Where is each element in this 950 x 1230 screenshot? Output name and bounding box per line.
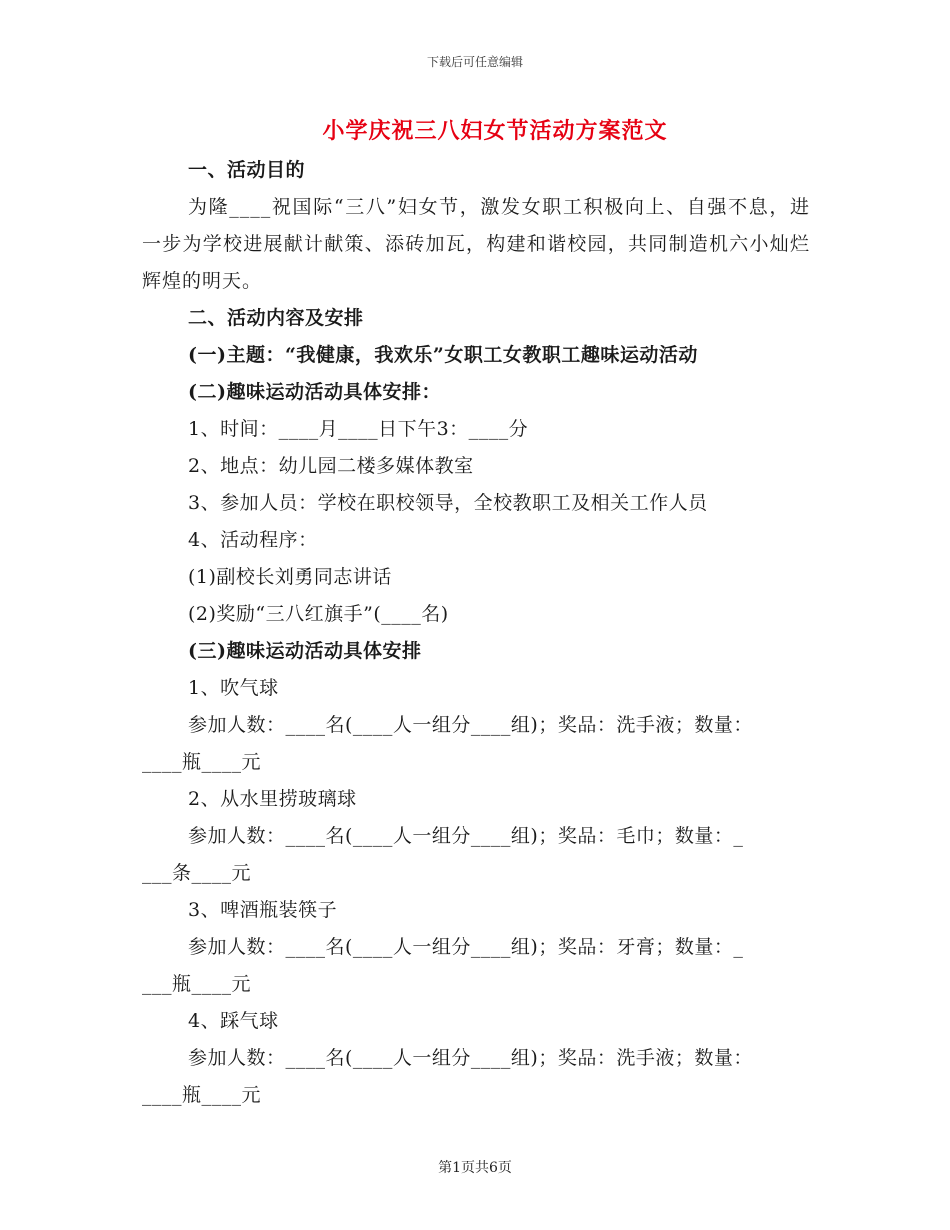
game-detail-continued: ___条____元 [142,862,252,884]
game-detail: 参加人数：____名(____人一组分____组)；奖品：洗手液；数量： [188,1047,753,1069]
game-name: 3、啤酒瓶装筷子 [188,899,338,921]
game-name: 1、吹气球 [188,677,279,699]
subsection-games: (三)趣味运动活动具体安排 [188,640,422,662]
item-participants: 3、参加人员：学校在职校领导，全校教职工及相关工作人员 [188,492,708,514]
game-name: 4、踩气球 [188,1010,279,1032]
game-detail: 参加人数：____名(____人一组分____组)；奖品：毛巾；数量：_ [188,825,744,847]
game-name: 2、从水里捞玻璃球 [188,788,357,810]
item-procedure: 4、活动程序： [188,529,318,551]
subsection-arrangement: (二)趣味运动活动具体安排： [188,381,441,403]
game-detail-continued: ____瓶____元 [142,751,262,773]
procedure-step-speech: (1)副校长刘勇同志讲话 [188,566,392,588]
game-detail-continued: ___瓶____元 [142,973,252,995]
page-number: 第1页共6页 [438,1160,512,1176]
game-detail: 参加人数：____名(____人一组分____组)；奖品：洗手液；数量： [188,714,753,736]
document-title: 小学庆祝三八妇女节活动方案范文 [322,118,668,144]
item-location: 2、地点：幼儿园二楼多媒体教室 [188,455,474,477]
subsection-theme: (一)主题：“我健康，我欢乐”女职工女教职工趣味运动活动 [188,344,698,366]
purpose-paragraph: 为隆____祝国际“三八”妇女节，激发女职工积极向上、自强不息，进一步为学校进展献计献策、添砖加瓦，构建和谐校园，共同制造机六小灿烂辉煌的明天。 [142,196,810,292]
item-time: 1、时间：____月____日下午3：____分 [188,418,529,440]
header-note: 下载后可任意编辑 [426,55,523,69]
section-heading-content: 二、活动内容及安排 [188,307,364,329]
procedure-step-award: (2)奖励“三八红旗手”(____名) [188,603,449,625]
section-heading-purpose: 一、活动目的 [188,159,306,181]
game-detail-continued: ____瓶____元 [142,1084,262,1106]
game-detail: 参加人数：____名(____人一组分____组)；奖品：牙膏；数量：_ [188,936,744,958]
document-body [142,152,810,1114]
